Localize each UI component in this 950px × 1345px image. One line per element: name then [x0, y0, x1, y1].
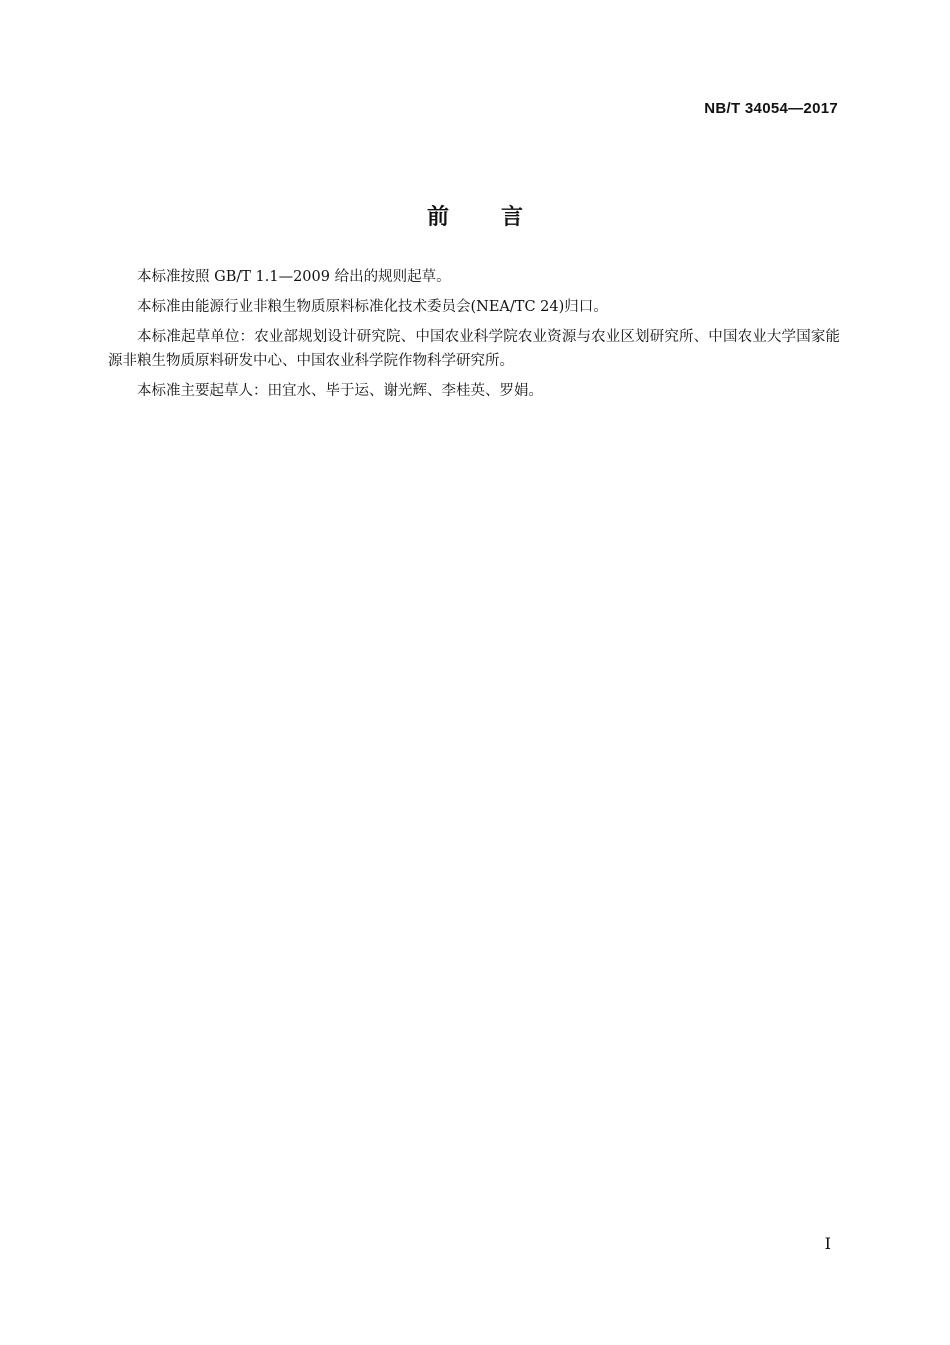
- page-number: I: [824, 1234, 831, 1253]
- section-title: 前言: [426, 205, 575, 230]
- foreword-body: [108, 265, 840, 409]
- standard-number: NB/T 34054—2017: [704, 100, 838, 117]
- paragraph-technical-committee: 本标准由能源行业非粮生物质原料标准化技术委员会(NEA/TC 24)归口。: [137, 299, 608, 315]
- paragraph-drafting-units: 本标准起草单位：农业部规划设计研究院、中国农业科学院农业资源与农业区划研究所、中国农业大学国家能源非粮生物质原料研发中心、中国农业科学院作物科学研究所。: [108, 329, 840, 369]
- paragraph-drafters: 本标准主要起草人：田宜水、毕于运、谢光辉、李桂英、罗娟。: [137, 383, 543, 399]
- paragraph-drafting-rules: 本标准按照 GB/T 1.1—2009 给出的规则起草。: [137, 269, 451, 285]
